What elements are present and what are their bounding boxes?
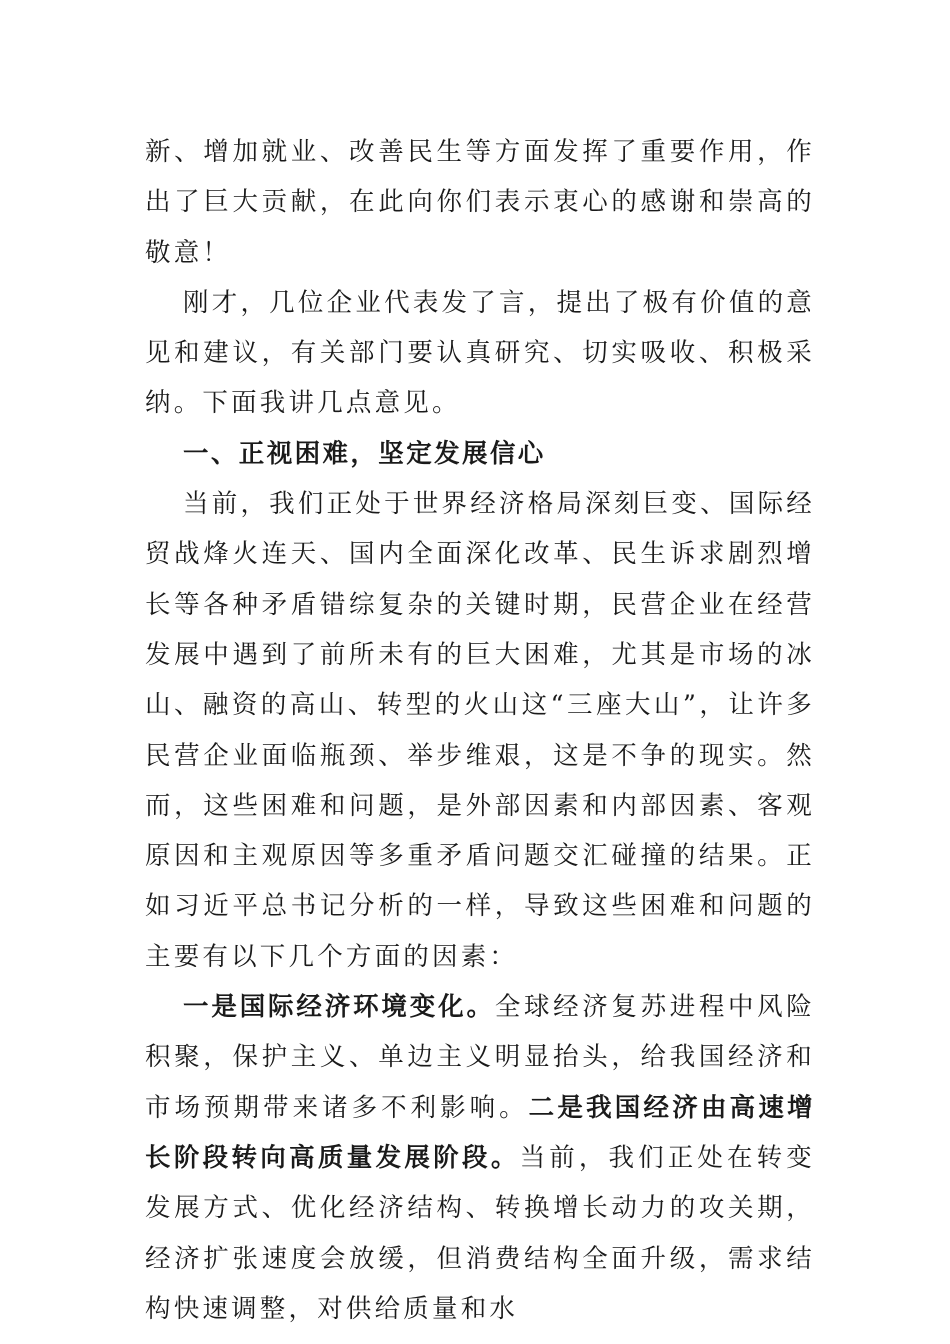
paragraph-continuation: 新、增加就业、改善民生等方面发挥了重要作用，作出了巨大贡献，在此向你们表示衷心的感谢和崇高的敬意！ [145, 137, 815, 268]
paragraph-factors [145, 982, 815, 1334]
section-heading-1: 一、正视困难，坚定发展信心 [183, 438, 546, 469]
factor-one-title: 一是国际经济环境变化。 [183, 992, 495, 1023]
document-body [145, 127, 815, 1334]
paragraph-opinions-intro: 刚才，几位企业代表发了言，提出了极有价值的意见和建议，有关部门要认真研究、切实吸收、积极采纳。下面我讲几点意见。 [145, 287, 815, 419]
factor-one-text: 全球经济复苏进程中风险积聚，保护主义、单边主义明显抬头，给我国经济和市场预期带来诸多不利影响。 [145, 992, 816, 1123]
factor-two-title: 二是我国经济由高速增长阶段转向高质量发展阶段。 [145, 1092, 815, 1173]
paragraph-current-situation: 当前，我们正处于世界经济格局深刻巨变、国际经贸战烽火连天、国内全面深化改革、民生诉求剧烈增长等各种矛盾错综复杂的关键时期，民营企业在经营发展中遇到了前所未有的巨大困难，尤其是市场的冰山、融资的高山、转型的火山这“三座大山”，让许多民营企业面临瓶颈、举步维艰，这是不争的现实。然而，这些困难和问题，是外部因素和内部因素、客观原因和主观原因等多重矛盾问题交汇碰撞的结果。正如习近平总书记分析的一样，导致这些困难和问题的主要有以下几个方面的因素： [145, 489, 815, 972]
factor-two-text: 当前，我们正处在转变发展方式、优化经济结构、转换增长动力的攻关期，经济扩张速度会放缓，但消费结构全面升级，需求结构快速调整，对供给质量和水 [145, 1142, 815, 1324]
